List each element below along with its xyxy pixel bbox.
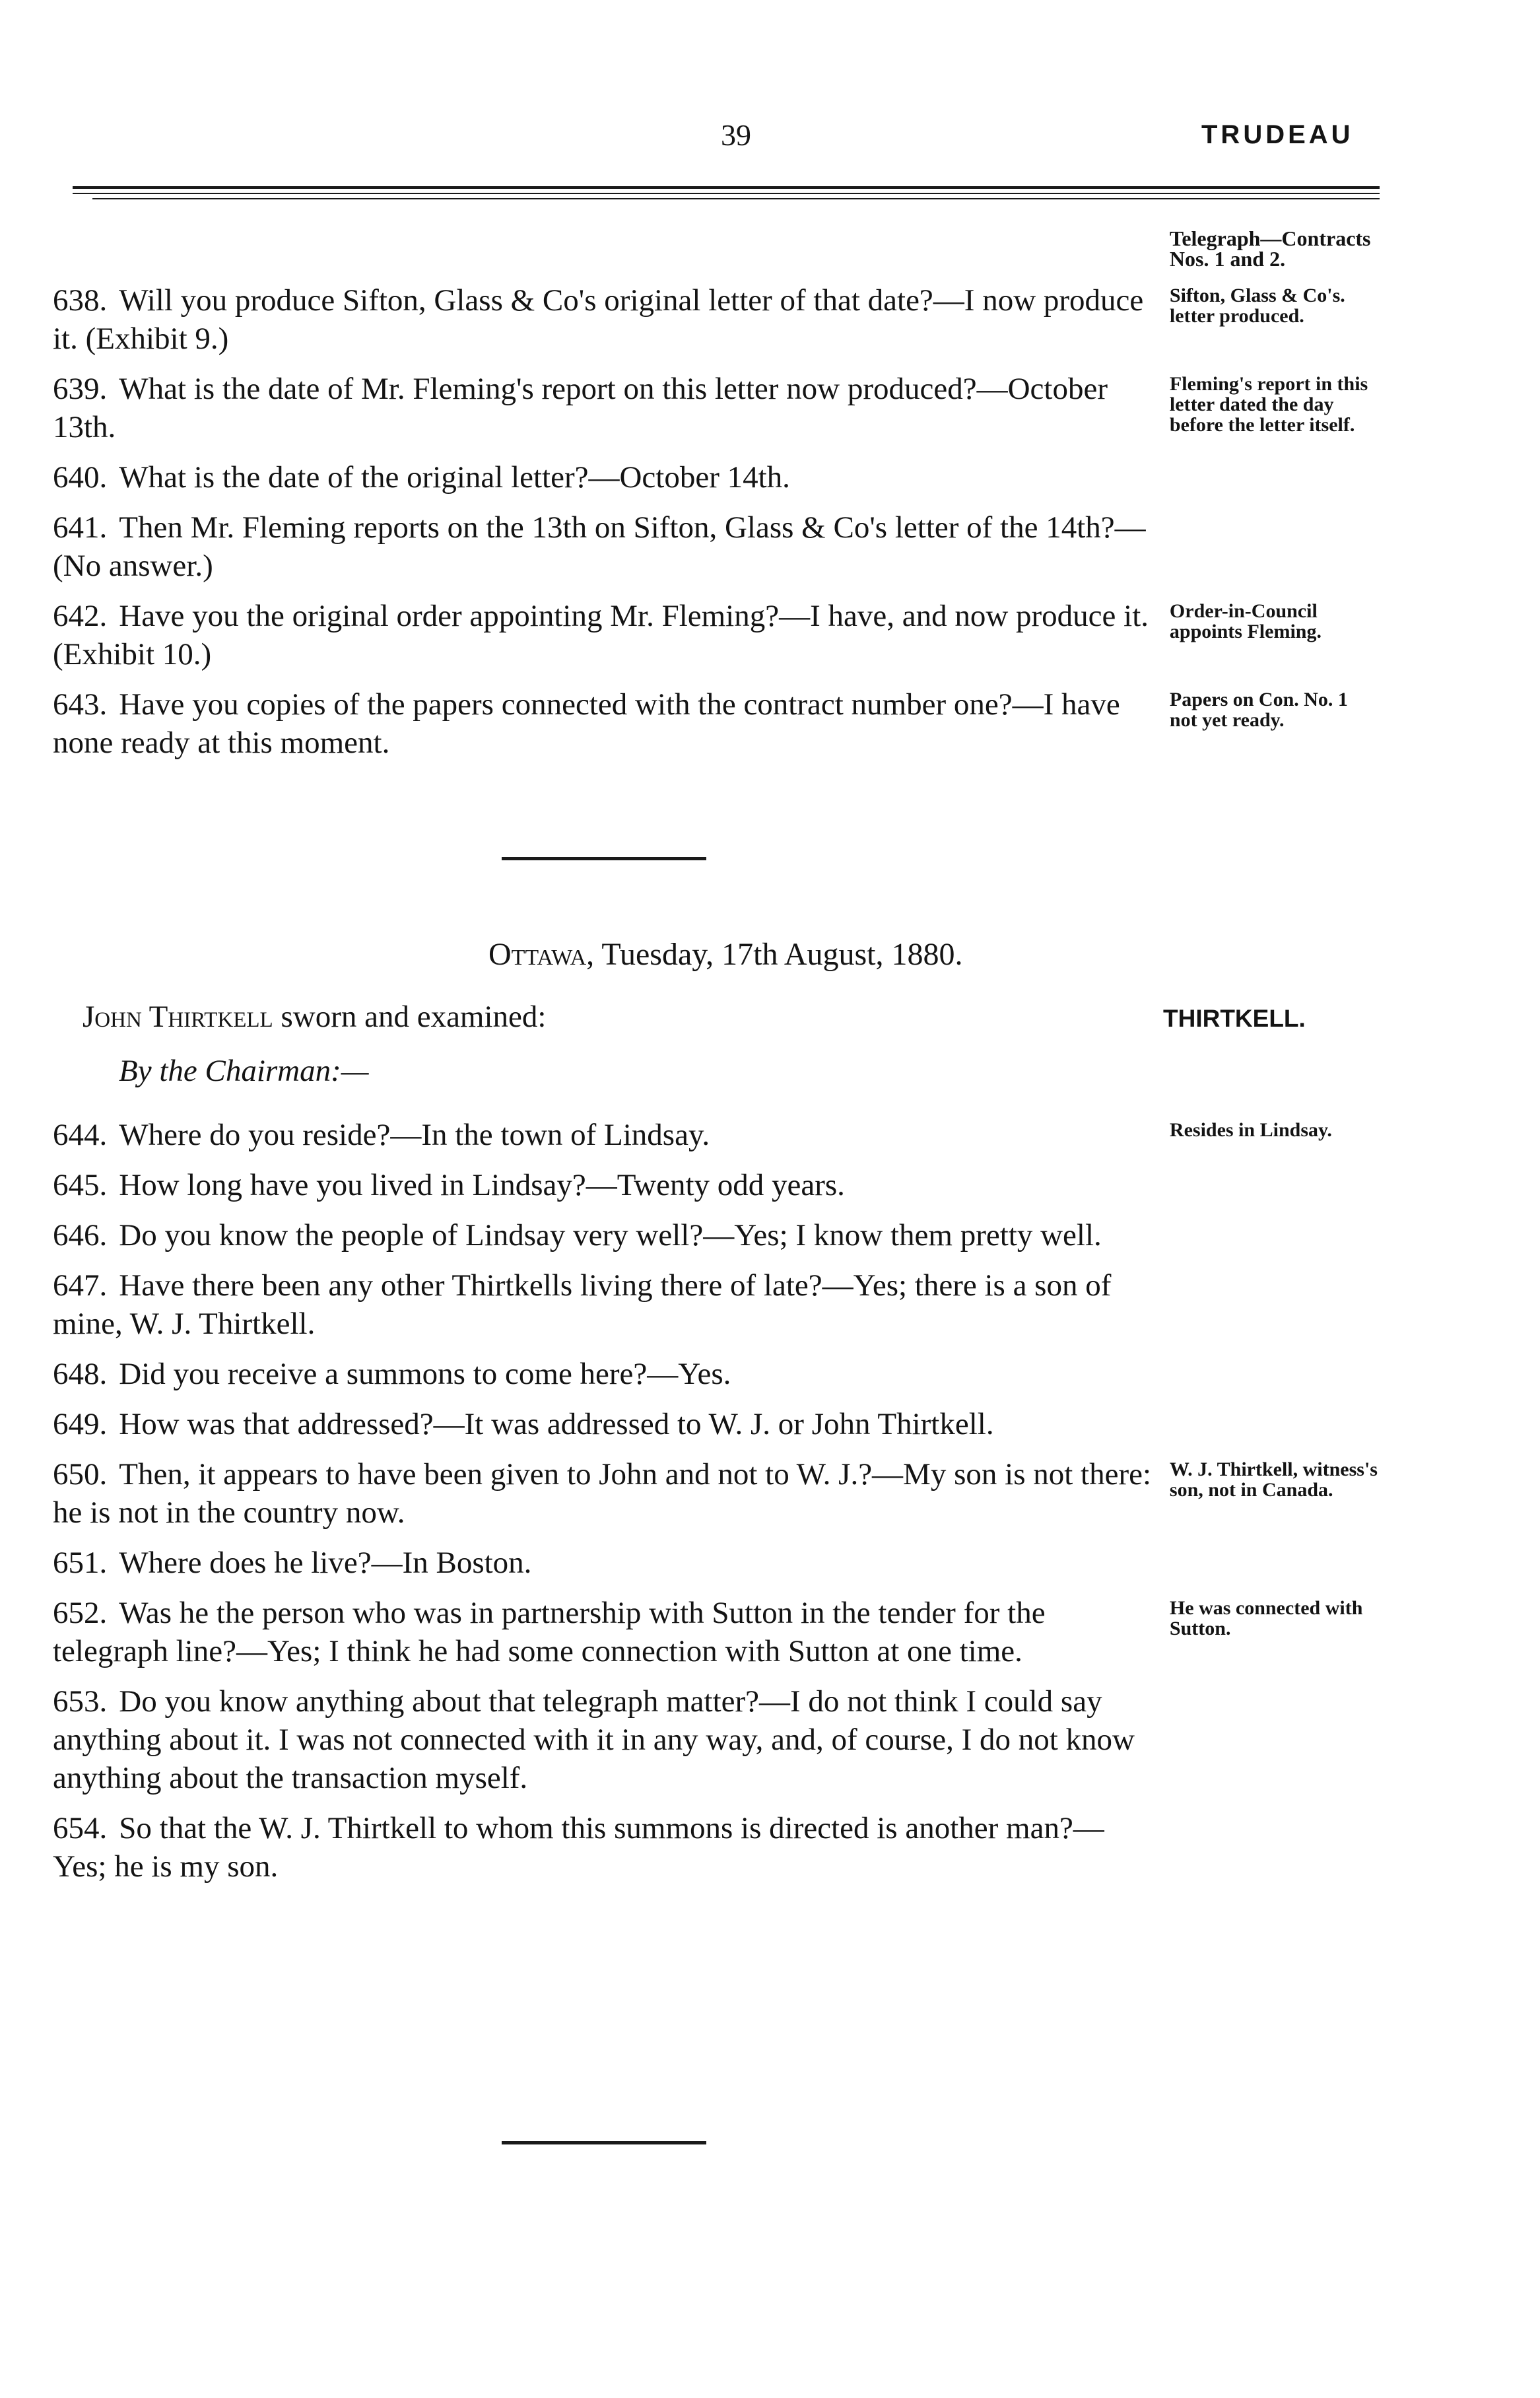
question-number: 648. <box>53 1357 108 1391</box>
question-number: 641. <box>53 510 108 545</box>
question-number: 649. <box>53 1407 108 1441</box>
witness-line <box>83 999 546 1035</box>
question-text: Where does he live?—In Boston. <box>119 1546 532 1580</box>
question-entry <box>53 458 1380 497</box>
question-entry <box>53 1216 1380 1254</box>
question-text: How was that addressed?—It was addressed to W. J. or John Thirtkell. <box>119 1407 994 1441</box>
question-number: 652. <box>53 1596 108 1630</box>
section-rule <box>502 857 706 860</box>
marginal-note <box>1170 458 1380 462</box>
question-text: Was he the person who was in partnership with Sutton in the tender for the telegraph line?—Yes; I think he had some connection with Sutton at one time. <box>53 1596 1046 1668</box>
question-entry <box>53 281 1380 358</box>
question-number: 645. <box>53 1168 108 1202</box>
question-entry <box>53 1116 1380 1154</box>
marginal-note: Order-in-Council appoints Fleming. <box>1169 600 1322 642</box>
marginal-heading-row <box>53 224 1380 269</box>
question-text: Have you copies of the papers connected with the contract number one?—I have none ready at this moment. <box>53 687 1120 760</box>
session-dateline <box>488 936 963 973</box>
question-entry <box>53 1544 1380 1582</box>
question-number: 644. <box>53 1118 108 1152</box>
question-text: Did you receive a summons to come here?—Yes. <box>119 1357 731 1391</box>
marginal-note: Papers on Con. No. 1 not yet ready. <box>1169 689 1348 731</box>
marginal-heading: Telegraph—Contracts Nos. 1 and 2. <box>1169 226 1371 271</box>
question-text: So that the W. J. Thirtkell to whom this summons is directed is another man?—Yes; he is my son. <box>53 1811 1104 1884</box>
marginal-note <box>1170 1266 1380 1270</box>
question-number: 654. <box>53 1811 108 1845</box>
testimony-block-2 <box>53 1116 1380 1886</box>
question-entry <box>53 1682 1380 1797</box>
question-text: Then, it appears to have been given to John and not to W. J.?—My son is not there: he is not in the country now. <box>53 1457 1152 1530</box>
witness-name: John Thirtkell <box>83 1000 273 1034</box>
question-entry <box>53 597 1380 673</box>
question-number: 651. <box>53 1546 108 1580</box>
marginal-note: He was connected with Sutton. <box>1169 1597 1363 1639</box>
witness-sworn: sworn and examined: <box>281 1000 547 1034</box>
question-entry <box>53 1405 1380 1443</box>
question-number: 638. <box>53 283 108 318</box>
marginal-note <box>1170 1216 1380 1220</box>
question-number: 642. <box>53 599 108 633</box>
marginal-note <box>1170 1405 1380 1409</box>
page-number: 39 <box>721 118 751 152</box>
question-text: Do you know anything about that telegraph matter?—I do not think I could say anything about it. I was not connected with it in any way, and, of course, I do not know anything about the transaction myself. <box>53 1684 1135 1795</box>
examiner-line: By the Chairman:— <box>119 1054 369 1088</box>
question-number: 643. <box>53 687 108 722</box>
marginal-note <box>1170 1544 1380 1548</box>
question-entry <box>53 1266 1380 1343</box>
question-entry <box>53 1455 1380 1532</box>
question-number: 639. <box>53 372 108 406</box>
question-text: Have you the original order appointing Mr. Fleming?—I have, and now produce it. (Exhibit 10.) <box>53 599 1149 671</box>
question-text: How long have you lived in Lindsay?—Twenty odd years. <box>119 1168 845 1202</box>
question-number: 653. <box>53 1684 108 1719</box>
question-text: What is the date of the original letter?—October 14th. <box>119 460 790 495</box>
header-rule <box>92 198 1380 199</box>
marginal-note <box>1170 508 1380 512</box>
marginal-note: Sifton, Glass & Co's. letter produced. <box>1169 285 1345 327</box>
session-date: Tuesday, 17th August, 1880. <box>601 937 963 972</box>
marginal-note: W. J. Thirtkell, witness's son, not in Canada. <box>1169 1458 1378 1501</box>
header-rule <box>73 193 1380 194</box>
question-entry <box>53 685 1380 762</box>
question-entry <box>53 1355 1380 1393</box>
question-entry <box>53 1166 1380 1204</box>
question-entry <box>53 1809 1380 1886</box>
question-entry <box>53 508 1380 585</box>
running-head: TRUDEAU <box>1201 120 1354 149</box>
question-text: Then Mr. Fleming reports on the 13th on Sifton, Glass & Co's letter of the 14th?—(No answer.) <box>53 510 1146 583</box>
question-text: What is the date of Mr. Fleming's report on this letter now produced?—October 13th. <box>53 372 1108 444</box>
question-number: 647. <box>53 1268 108 1303</box>
header-rule <box>73 186 1380 189</box>
question-number: 646. <box>53 1218 108 1252</box>
marginal-note <box>1170 1355 1380 1359</box>
section-rule <box>502 2141 706 2144</box>
question-text: Will you produce Sifton, Glass & Co's original letter of that date?—I now produce it. (Exhibit 9.) <box>53 283 1144 356</box>
marginal-note <box>1170 1166 1380 1170</box>
witness-margin-name: THIRTKELL. <box>1163 1005 1306 1032</box>
marginal-note: Fleming's report in this letter dated the day before the letter itself. <box>1169 373 1368 436</box>
question-number: 650. <box>53 1457 108 1491</box>
question-entry <box>53 1594 1380 1670</box>
marginal-note: Resides in Lindsay. <box>1169 1119 1332 1141</box>
question-text: Have there been any other Thirtkells living there of late?—Yes; there is a son of mine, W. J. Thirtkell. <box>53 1268 1112 1341</box>
marginal-note <box>1170 1809 1380 1813</box>
question-text: Where do you reside?—In the town of Lindsay. <box>119 1118 710 1152</box>
testimony-block-1 <box>53 224 1380 762</box>
session-place: Ottawa, <box>488 937 595 972</box>
question-entry <box>53 370 1380 446</box>
question-number: 640. <box>53 460 108 495</box>
question-text: Do you know the people of Lindsay very well?—Yes; I know them pretty well. <box>119 1218 1102 1252</box>
marginal-note <box>1170 1682 1380 1686</box>
